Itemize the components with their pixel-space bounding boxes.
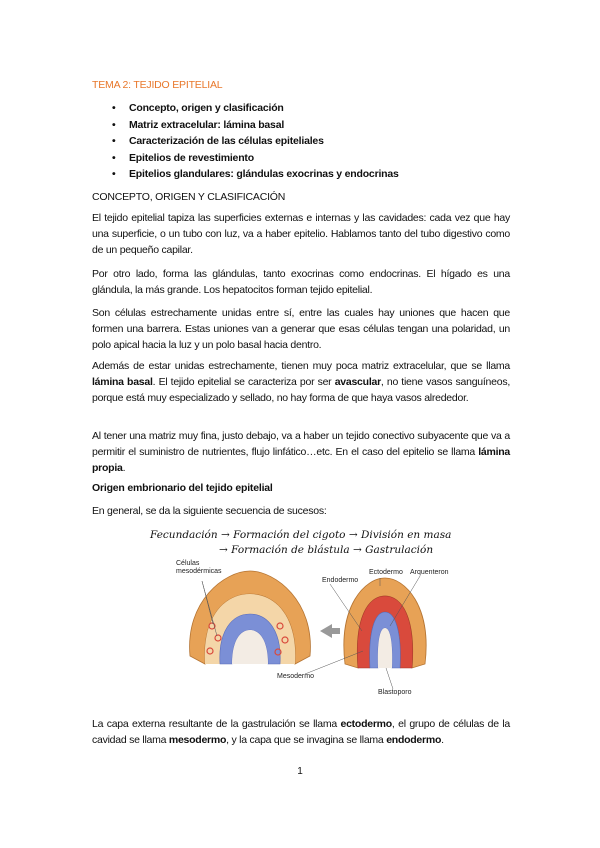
label-arquenteron: Arquenteron xyxy=(410,569,449,576)
term-avascular: avascular xyxy=(334,376,381,388)
paragraph-2: Por otro lado, forma las glándulas, tanto exocrinas como endocrinas. El hígado es una glándula, la más grande. Los hepatocitos forman tejido epitelial. xyxy=(92,268,510,296)
paragraph-1: El tejido epitelial tapiza las superficies externas e internas y las cavidades: cada vez que hay una superficie, o un tubo con luz, va a haber epitelio. Hablamos tanto del tubo digestivo como de un pequeño capilar. xyxy=(92,212,510,256)
term-ectodermo: ectodermo xyxy=(340,718,392,730)
label-mesodermo: Mesodermo xyxy=(277,673,314,680)
topic-list xyxy=(112,100,399,183)
label-ectodermo: Ectodermo xyxy=(369,569,403,576)
section-heading: CONCEPTO, ORIGEN Y CLASIFICACIÓN xyxy=(92,191,286,203)
topic-item: • Caracterización de las células epiteliales xyxy=(112,133,399,150)
topic-item: • Epitelios de revestimiento xyxy=(112,150,399,167)
topic-item: • Epitelios glandulares: glándulas exocrinas y endocrinas xyxy=(112,166,399,183)
term-endodermo: endodermo xyxy=(386,734,442,746)
paragraph-3: Son células estrechamente unidas entre sí, entre las cuales hay uniones que hacen que formen una barrera. Estas uniones van a generar que esas células tengan una polaridad, un polo apical hacia la luz y un polo basal hacia dentro. xyxy=(92,307,510,351)
formula-line-1: Fecundación → Formación del cigoto → División en masa xyxy=(150,529,452,541)
label-blastoporo: Blastoporo xyxy=(378,689,412,696)
topic-item: • Matriz extracelular: lámina basal xyxy=(112,117,399,134)
term-lamina-propia: lámina propia xyxy=(92,446,510,474)
paragraph-5: Al tener una matriz muy fina, justo debajo, va a haber un tejido conectivo subyacente que va a permitir el suministro de nutrientes, flujo linfático…etc. En el caso del epitelio se llama lámina propia. xyxy=(92,430,510,474)
term-mesodermo: mesodermo xyxy=(168,734,227,746)
paragraph-6: En general, se da la siguiente secuencia de sucesos: xyxy=(92,505,327,517)
subheading: Origen embrionario del tejido epitelial xyxy=(92,482,273,494)
document-title: TEMA 2: TEJIDO EPITELIAL xyxy=(92,79,223,91)
paragraph-7: La capa externa resultante de la gastrulación se llama ectodermo, el grupo de células de la cavidad se llama mesodermo, y la capa que se invagina se llama endodermo. xyxy=(92,718,510,746)
gastrulation-figure xyxy=(176,556,449,701)
label-endodermo: Endodermo xyxy=(322,577,359,584)
term-lamina-basal: lámina basal xyxy=(92,376,153,388)
label-celulas-mesodermicas: Células mesodérmicas xyxy=(176,560,222,575)
formula-line-2: → Formación de blástula → Gastrulación xyxy=(219,544,434,556)
paragraph-4: Además de estar unidas estrechamente, tienen muy poca matriz extracelular, que se llama lámina basal. El tejido epitelial se caracteriza por ser avascular, no tiene vasos sanguíneos, porque está muy especializado y sellado, no hay forma de que haya vasos alrededor. xyxy=(92,360,510,404)
topic-item: • Concepto, origen y clasificación xyxy=(112,100,399,117)
page-number: 1 xyxy=(297,766,303,777)
